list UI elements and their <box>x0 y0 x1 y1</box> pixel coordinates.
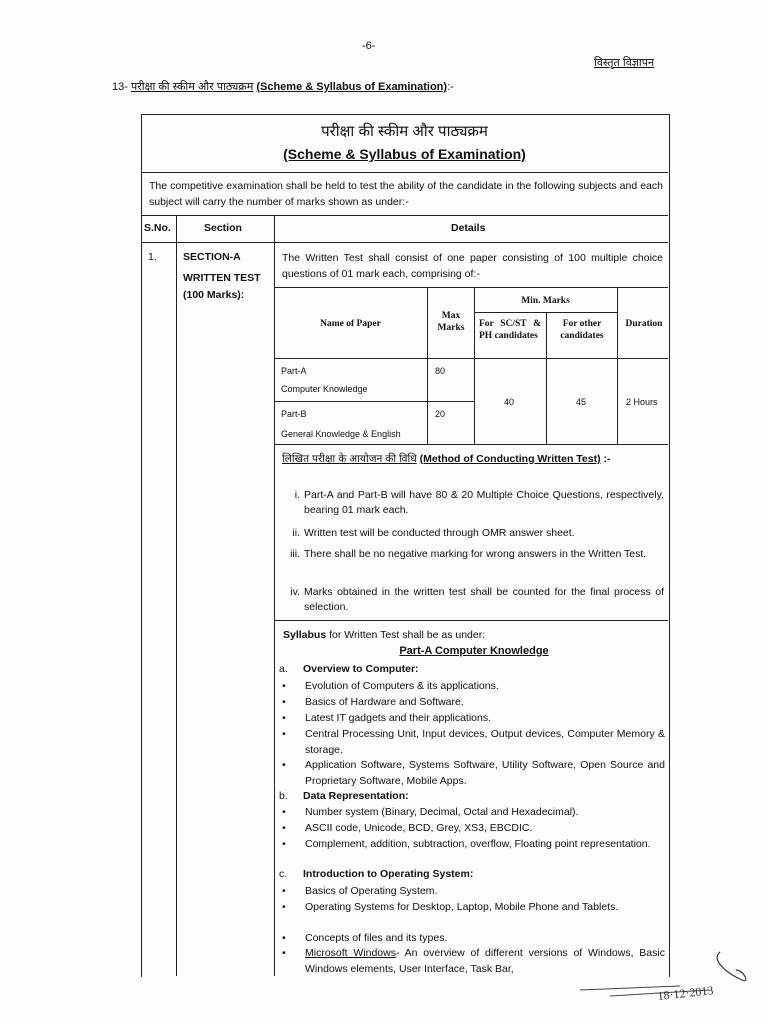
box-title-english: (Scheme & Syllabus of Examination) <box>283 146 526 162</box>
header-sno: S.No. <box>144 222 171 234</box>
box-title-hindi: परीक्षा की स्कीम और पाठ्यक्रम <box>321 123 488 140</box>
bullet-icon: • <box>282 759 286 771</box>
syllabus-rest: for Written Test shall be as under: <box>326 629 486 641</box>
paper-subject: General Knowledge & English <box>281 429 401 439</box>
list-item <box>279 695 665 711</box>
inner-col-2 <box>474 287 475 444</box>
item-number: ii. <box>292 527 300 539</box>
syllabus-intro <box>283 629 485 641</box>
bullet-icon: • <box>282 696 286 708</box>
item-text: Part-A and Part-B will have 80 & 20 Multiple Choice Questions, respectively, bearing 01 mark each. <box>304 489 664 516</box>
item-number: iii. <box>290 548 300 560</box>
bullet-icon: • <box>282 947 286 959</box>
list-item <box>279 679 665 695</box>
header-details: Details <box>451 222 486 234</box>
subsection-c <box>279 868 473 880</box>
heading-prefix: 13- <box>112 81 131 93</box>
paper-max: 20 <box>435 409 446 419</box>
method-english: (Method of Conducting Written Test) <box>419 453 601 465</box>
divider <box>141 172 668 173</box>
paper-max: 80 <box>435 366 446 376</box>
list-item <box>279 711 665 727</box>
subsection-title: Introduction to Operating System: <box>303 868 474 880</box>
section-sub: WRITTEN TEST <box>183 272 261 284</box>
box-intro: The competitive examination shall be held to test the ability of the candidate in the following subjects and each subject will carry the number of marks shown as under:- <box>149 180 663 208</box>
list-item <box>279 758 665 789</box>
item-text: Central Processing Unit, Input devices, Output devices, Computer Memory & storage. <box>305 728 665 756</box>
inner-header-min-other: For other candidates <box>560 319 604 341</box>
details-intro: The Written Test shall consist of one paper consisting of 100 multiple choice questions of 01 mark each, comprising of:- <box>282 252 663 280</box>
method-item <box>278 488 664 520</box>
heading-english: (Scheme & Syllabus of Examination) <box>256 81 448 93</box>
signature-date: 18·12·2013 <box>656 983 715 1003</box>
windows-label: Microsoft Windows <box>305 947 396 959</box>
method-suffix: :- <box>600 453 611 465</box>
bullet-icon: • <box>282 838 286 850</box>
inner-table-top <box>274 287 668 288</box>
inner-col-3 <box>546 312 547 444</box>
section-marks: (100 Marks): <box>183 289 245 301</box>
inner-header-min-sc: For SC/ST & PH candidates <box>479 319 541 341</box>
part-a-title: Part-A Computer Knowledge <box>399 645 549 657</box>
item-number: i. <box>294 489 300 501</box>
item-text: Operating Systems for Desktop, Laptop, Mobile Phone and Tablets. <box>305 901 619 913</box>
bullet-icon: • <box>282 932 286 944</box>
item-text: Evolution of Computers & its applications. <box>305 680 499 692</box>
inner-table-bottom <box>274 444 668 445</box>
heading-hindi: परीक्षा की स्कीम और पाठ्यक्रम <box>130 81 254 93</box>
subsection-letter: c. <box>279 868 288 880</box>
table-top-border <box>141 215 668 216</box>
item-text: Written test will be conducted through OMR answer sheet. <box>304 527 575 539</box>
item-number: iv. <box>290 586 300 598</box>
item-text: Concepts of files and its types. <box>305 932 448 944</box>
inner-header-max: Max Marks <box>437 311 465 333</box>
item-text: Marks obtained in the written test shall be counted for the final process of selection. <box>304 586 664 613</box>
min-sc-value: 40 <box>504 397 515 407</box>
method-item <box>278 526 664 542</box>
inner-col-4 <box>617 287 618 444</box>
inner-col-1 <box>427 287 428 444</box>
heading-suffix: :- <box>447 81 454 93</box>
syllabus-bold: Syllabus <box>283 629 327 641</box>
bullet-icon: • <box>282 680 286 692</box>
signature-mark <box>560 940 760 1012</box>
subsection-title: Overview to Computer: <box>303 663 419 675</box>
bullet-icon: • <box>282 728 286 740</box>
bullet-icon: • <box>282 901 286 913</box>
inner-header-name: Name of Paper <box>320 319 381 329</box>
windows-text: - An overview of different versions of Windows, Basic Windows elements, User Interface, Task Bar, <box>305 947 665 975</box>
subsection-letter: a. <box>279 663 288 675</box>
method-item <box>278 585 664 617</box>
min-other-value: 45 <box>576 397 587 407</box>
item-text: Number system (Binary, Decimal, Octal and Hexadecimal). <box>305 806 579 818</box>
item-text: Basics of Operating System. <box>305 885 438 897</box>
list-item <box>279 900 665 931</box>
list-item <box>279 837 665 868</box>
advertisement-label: विस्तृत विज्ञापन <box>594 57 655 69</box>
list-item <box>279 805 665 821</box>
method-hindi: लिखित परीक्षा के आयोजन की विधि <box>282 453 417 465</box>
list-item <box>279 884 665 900</box>
subsection-letter: b. <box>279 790 288 802</box>
bullet-icon: • <box>282 822 286 834</box>
inner-header-bottom <box>274 358 668 359</box>
subsection-title: Data Representation: <box>303 790 409 802</box>
table-header-border <box>141 242 668 243</box>
list-item <box>279 727 665 758</box>
syllabus-divider <box>274 620 668 621</box>
item-text: Complement, addition, subtraction, overflow, Floating point representation. <box>305 838 651 850</box>
section-13-heading <box>112 79 454 94</box>
inner-row-divider <box>274 401 474 402</box>
method-heading <box>282 451 663 467</box>
bullet-icon: • <box>282 806 286 818</box>
col-divider-1 <box>176 215 177 976</box>
paper-subject: Computer Knowledge <box>281 384 368 394</box>
page-number: -6- <box>362 40 376 52</box>
item-text: ASCII code, Unicode, BCD, Grey, XS3, EBCDIC. <box>305 822 533 834</box>
subsection-a <box>279 663 419 675</box>
bullet-icon: • <box>282 712 286 724</box>
inner-header-min: Min. Marks <box>521 296 570 306</box>
list-item <box>279 821 665 837</box>
header-section: Section <box>204 222 242 234</box>
section-name: SECTION-A <box>183 251 241 263</box>
row-sno: 1. <box>148 251 157 263</box>
item-text: Latest IT gadgets and their applications. <box>305 712 492 724</box>
paper-part: Part-B <box>281 409 307 419</box>
item-text: There shall be no negative marking for wrong answers in the Written Test. <box>304 548 647 560</box>
subsection-b <box>279 790 409 802</box>
item-text: Application Software, Systems Software, Utility Software, Open Source and Proprietary Software, Mobile Apps. <box>305 759 665 787</box>
duration-value: 2 Hours <box>626 397 658 407</box>
method-item <box>278 547 664 579</box>
bullet-icon: • <box>282 885 286 897</box>
item-text: Basics of Hardware and Software. <box>305 696 464 708</box>
inner-header-duration: Duration <box>625 319 663 329</box>
paper-part: Part-A <box>281 366 307 376</box>
